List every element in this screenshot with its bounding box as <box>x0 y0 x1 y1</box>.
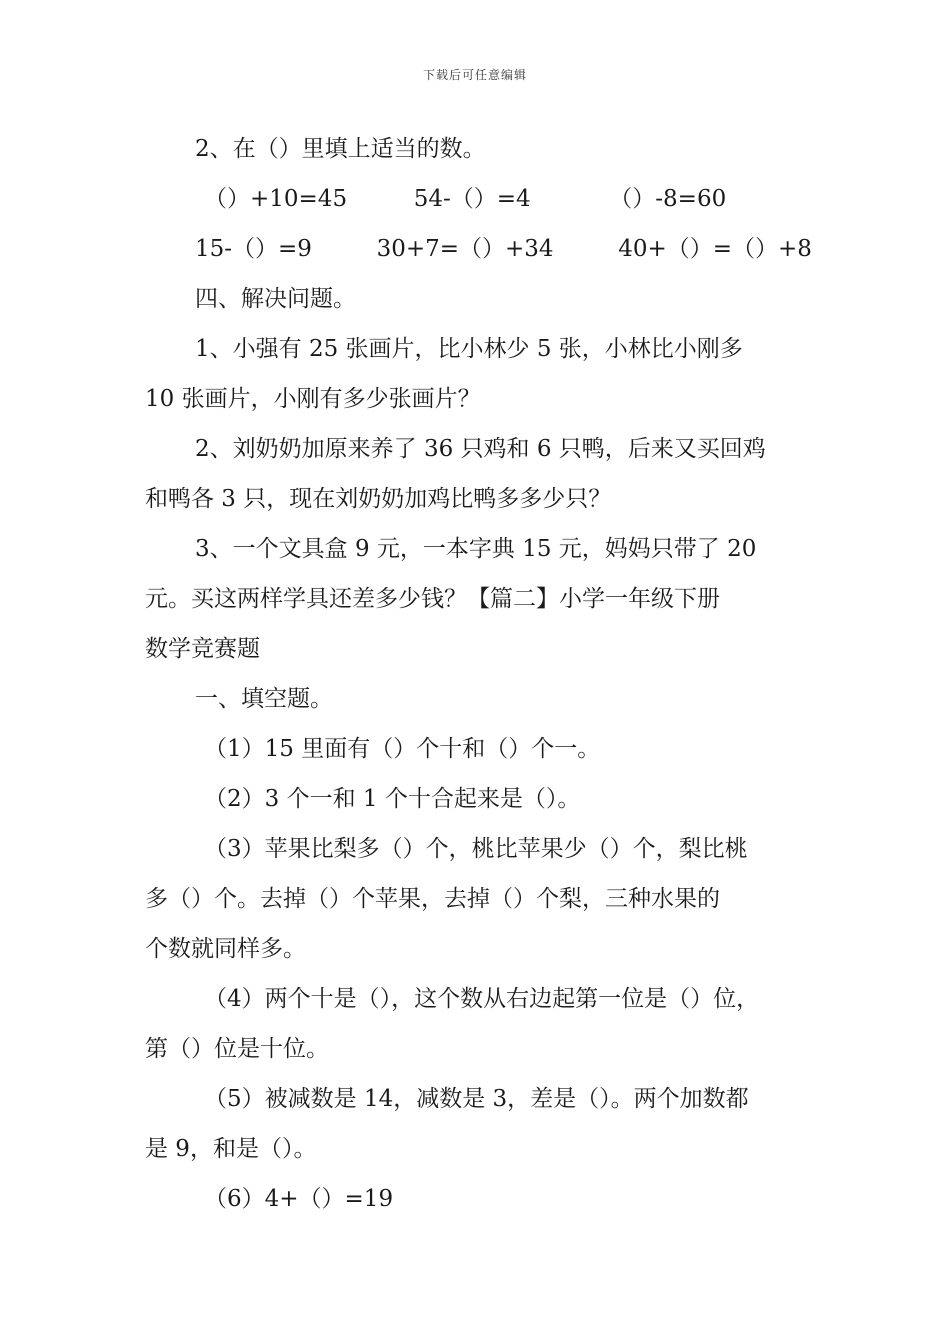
fill-item-3-line: 多（）个。去掉（）个苹果，去掉（）个梨，三种水果的 <box>145 886 720 912</box>
equation-row-2 <box>195 234 812 264</box>
fill-item-4-line: （4）两个十是（），这个数从右边起第一位是（）位， <box>204 986 760 1012</box>
q2-title: 2、在（）里填上适当的数。 <box>195 136 486 162</box>
equation: 15-（）=9 <box>195 236 312 262</box>
equation: （）+10=45 <box>204 186 348 212</box>
fill-item-4-line: 第（）位是十位。 <box>145 1036 329 1062</box>
problem-2-line: 2、刘奶奶加原来养了 36 只鸡和 6 只鸭，后来又买回鸡 <box>195 436 766 462</box>
problem-1-line: 10 张画片，小刚有多少张画片？ <box>145 386 481 412</box>
problem-3-line: 数学竞赛题 <box>145 636 260 662</box>
problem-3-line: 3、一个文具盒 9 元，一本字典 15 元，妈妈只带了 20 <box>195 536 757 562</box>
problem-2-line: 和鸭各 3 只，现在刘奶奶加鸡比鸭多多少只？ <box>145 486 612 512</box>
fill-item-2: （2）3 个一和 1 个十合起来是（）。 <box>204 786 581 812</box>
equation: 54-（）=4 <box>413 186 531 212</box>
problem-3-line: 元。买这两样学具还差多少钱？【篇二】小学一年级下册 <box>145 586 720 612</box>
fill-item-6: （6）4+（）=19 <box>204 1186 394 1212</box>
equation: 40+（）=（）+8 <box>618 236 812 262</box>
fill-item-5-line: 是 9，和是（）。 <box>145 1136 317 1162</box>
fill-item-3-line: 个数就同样多。 <box>145 936 306 962</box>
fill-item-5-line: （5）被减数是 14，减数是 3，差是（）。两个加数都 <box>204 1086 749 1112</box>
equation: （）-8=60 <box>609 186 727 212</box>
fill-item-3-line: （3）苹果比梨多（）个，桃比苹果少（）个，梨比桃 <box>204 836 748 862</box>
fill-item-1: （1）15 里面有（）个十和（）个一。 <box>204 736 601 762</box>
problem-1-line: 1、小强有 25 张画片，比小林少 5 张，小林比小刚多 <box>195 336 743 362</box>
equation-row-1 <box>204 184 726 214</box>
section-title: 一、填空题。 <box>195 686 333 712</box>
page-header: 下载后可任意编辑 <box>422 68 527 82</box>
section-title: 四、解决问题。 <box>195 286 356 312</box>
equation: 30+7=（）+34 <box>376 236 554 262</box>
